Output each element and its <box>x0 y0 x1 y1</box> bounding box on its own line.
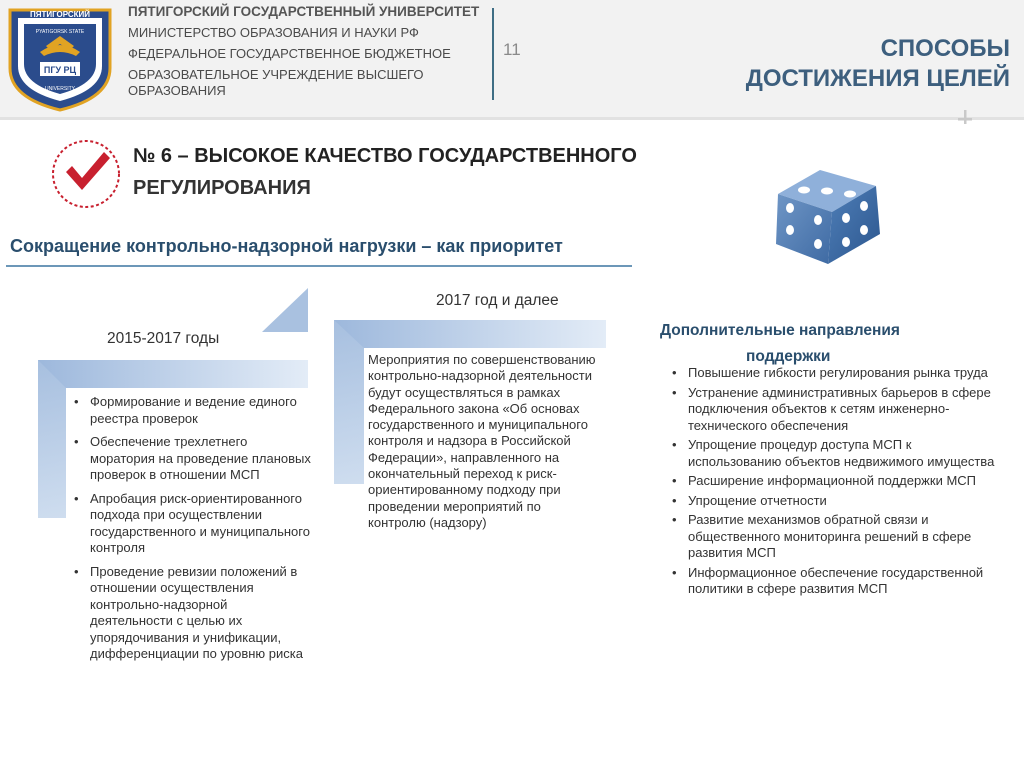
university-name: ПЯТИГОРСКИЙ ГОСУДАРСТВЕННЫЙ УНИВЕРСИТЕТ <box>128 4 480 19</box>
header-vertical-line <box>492 8 494 100</box>
support-title-line1: Дополнительные направления <box>660 322 900 339</box>
slide-title-line2: ДОСТИЖЕНИЯ ЦЕЛЕЙ <box>745 65 1010 92</box>
logo-bottom-text: UNIVERSITY <box>44 86 76 92</box>
support-list <box>670 365 1000 601</box>
list-item: • Упрощение процедур доступа МСП к использованию объектов недвижимого имущества <box>670 437 1000 470</box>
support-title-line2: поддержки <box>746 348 831 365</box>
logo-emblem-text: ПГУ РЦ <box>43 65 77 75</box>
dice-icon <box>770 160 888 268</box>
logo-top-text: ПЯТИГОРСКИЙ <box>29 10 91 19</box>
section-heading <box>133 140 733 204</box>
subheading: Сокращение контрольно-надзорной нагрузки – как приоритет <box>10 236 563 256</box>
university-info <box>128 4 488 99</box>
measures-2017-text: Мероприятия по совершенствованию контрольно-надзорной деятельности будут осуществляться в рамках Федерального закона «Об основах государственного и муниципального контроля и надзора в Российской Федерации», направленного на окончательный переход к риск-ориентированному подходу при проведении мероприятий по контролю (надзору) <box>368 352 596 530</box>
ministry-line: МИНИСТЕРСТВО ОБРАЗОВАНИЯ И НАУКИ РФ <box>128 25 419 40</box>
subheading-underline <box>6 265 632 267</box>
list-item: • Апробация риск-ориентированного подхода при осуществлении государственного и муниципального контроля <box>72 491 312 557</box>
institution-line-1: ФЕДЕРАЛЬНОЕ ГОСУДАРСТВЕННОЕ БЮДЖЕТНОЕ <box>128 46 451 61</box>
section-heading-line2: РЕГУЛИРОВАНИЯ <box>133 177 311 199</box>
slide-title <box>710 34 1010 94</box>
list-item: • Упрощение отчетности <box>670 493 1000 510</box>
header-divider <box>0 117 1024 120</box>
list-item: • Развитие механизмов обратной связи и общественного мониторинга решений в сфере развития МСП <box>670 512 1000 562</box>
university-logo <box>4 6 116 112</box>
plus-icon <box>958 110 972 124</box>
check-circle-icon <box>50 138 122 210</box>
support-title <box>660 318 960 370</box>
list-item: • Устранение административных барьеров в сфере подключения объектов к сетям инженерно-технического обеспечения <box>670 385 1000 435</box>
label-2015-2017: 2015-2017 годы <box>107 330 220 347</box>
logo-small-text: PYATIGORSK STATE <box>35 29 85 35</box>
list-item: • Формирование и ведение единого реестра проверок <box>72 394 312 427</box>
institution-line-2: ОБРАЗОВАТЕЛЬНОЕ УЧРЕЖДЕНИЕ ВЫСШЕГО <box>128 67 424 82</box>
section-heading-line1: № 6 – ВЫСОКОЕ КАЧЕСТВО ГОСУДАРСТВЕННОГО <box>133 145 637 167</box>
step-triangle <box>262 288 308 332</box>
list-item: • Повышение гибкости регулирования рынка труда <box>670 365 1000 382</box>
list-item: • Проведение ревизии положений в отношении осуществления контрольно-надзорной деятельности с целью их упорядочивания и унификации, дифференциации по уровню риска <box>72 564 312 663</box>
page-number: 11 <box>503 40 521 59</box>
list-item: • Расширение информационной поддержки МСП <box>670 473 1000 490</box>
institution-line-3: ОБРАЗОВАНИЯ <box>128 83 226 98</box>
list-item: • Обеспечение трехлетнего моратория на проведение плановых проверок в отношении МСП <box>72 434 312 484</box>
measures-2015-list <box>72 394 312 670</box>
list-item: • Информационное обеспечение государственной политики в сфере развития МСП <box>670 565 1000 598</box>
label-2017-onward: 2017 год и далее <box>436 292 559 309</box>
slide-title-line1: СПОСОБЫ <box>880 35 1010 62</box>
